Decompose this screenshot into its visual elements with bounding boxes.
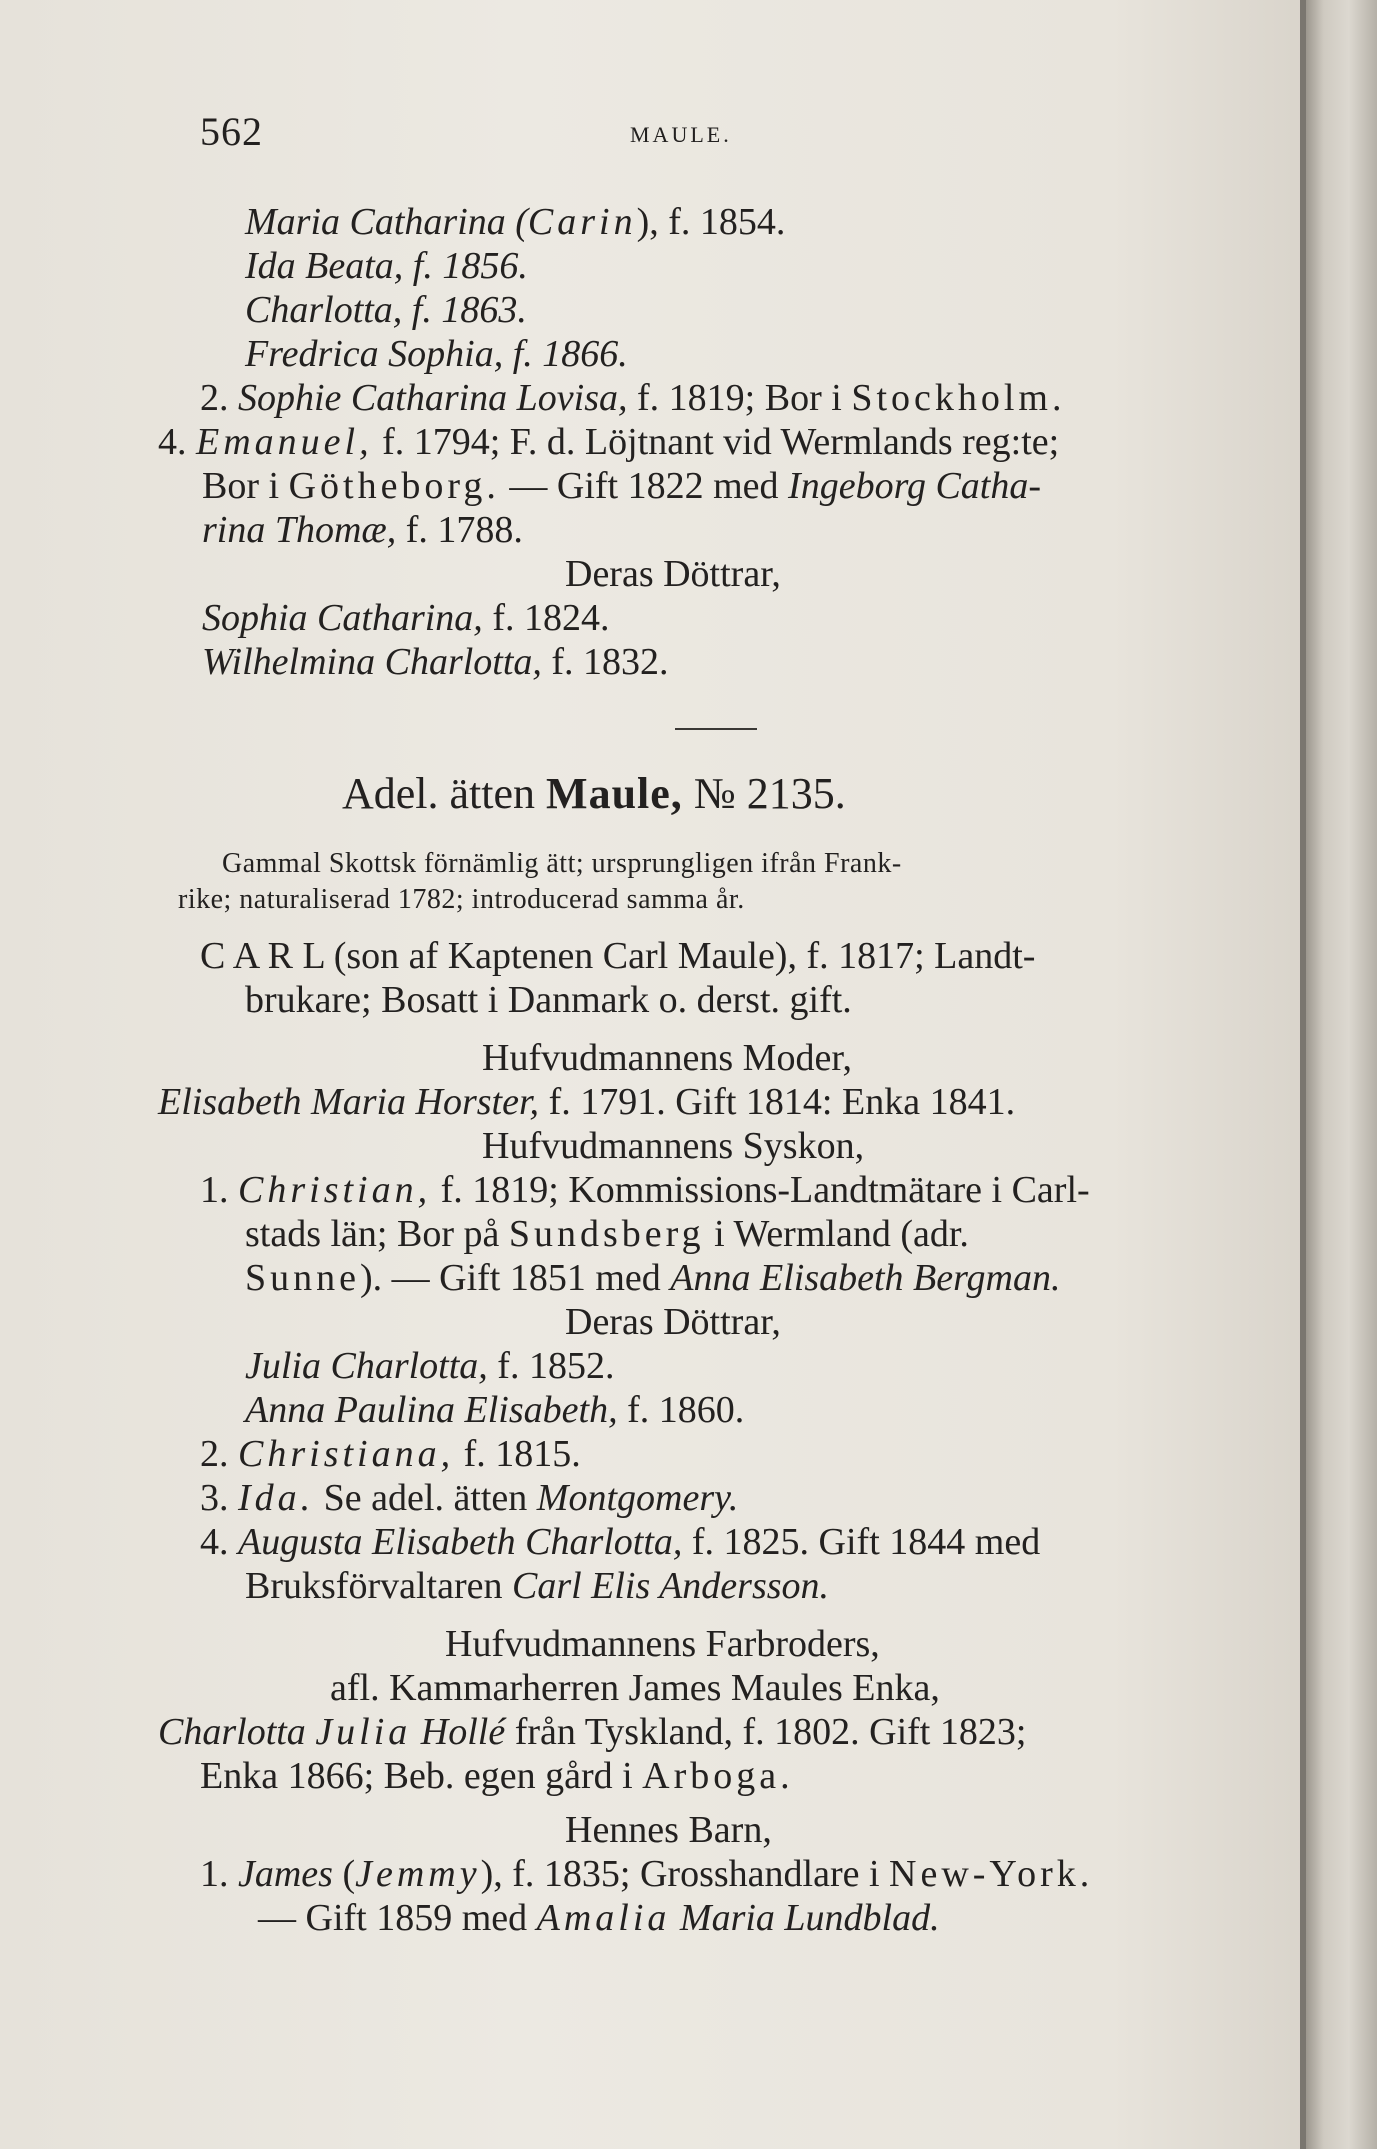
text-line: Elisabeth Maria Horster, f. 1791. Gift 1814: Enka 1841. [158, 1081, 1016, 1123]
text-line: Wilhelmina Charlotta, f. 1832. [202, 641, 669, 683]
running-head: MAULE. [630, 122, 732, 147]
page-number: 562 [200, 109, 263, 154]
text-line: brukare; Bosatt i Danmark o. derst. gift. [245, 979, 852, 1021]
text-line: Hufvudmannens Farbroders, [445, 1623, 880, 1665]
text-line: Bruksförvaltaren Carl Elis Andersson. [245, 1565, 830, 1607]
page-header [200, 108, 1100, 158]
text-line: 3. Ida. Se adel. ätten Montgomery. [200, 1477, 739, 1519]
section-divider [675, 728, 757, 730]
text-line: Deras Döttrar, [565, 1301, 781, 1343]
text-line: Hennes Barn, [565, 1809, 772, 1851]
text-line: Hufvudmannens Syskon, [482, 1125, 865, 1167]
text-line: Enka 1866; Beb. egen gård i Arboga. [200, 1755, 794, 1797]
text-line: 4. Augusta Elisabeth Charlotta, f. 1825. Gift 1844 med [200, 1521, 1041, 1563]
text-line: Maria Catharina (Carin), f. 1854. [245, 201, 786, 243]
section-intro-line: rike; naturaliserad 1782; introducerad samma år. [178, 884, 745, 915]
section-intro-line: Gammal Skottsk förnämlig ätt; ursprungligen ifrån Frank- [222, 848, 902, 879]
text-line: Sunne). — Gift 1851 med Anna Elisabeth Bergman. [245, 1257, 1061, 1299]
text-line: Bor i Götheborg. — Gift 1822 med Ingeborg Catha- [202, 465, 1042, 507]
text-line: 1. James (Jemmy), f. 1835; Grosshandlare i New-York. [200, 1853, 1094, 1895]
text-line: Deras Döttrar, [565, 553, 781, 595]
text-line: Ida Beata, f. 1856. [245, 245, 528, 287]
text-line: Anna Paulina Elisabeth, f. 1860. [245, 1389, 745, 1431]
text-line: Julia Charlotta, f. 1852. [245, 1345, 615, 1387]
text-line: Hufvudmannens Moder, [482, 1037, 852, 1079]
text-line: 2. Christiana, f. 1815. [200, 1433, 581, 1475]
text-line: 1. Christian, f. 1819; Kommissions-Landtmätare i Carl- [200, 1169, 1090, 1211]
text-line: Fredrica Sophia, f. 1866. [245, 333, 628, 375]
text-line: Charlotta Julia Hollé från Tyskland, f. 1802. Gift 1823; [158, 1711, 1027, 1753]
text-line: Sophia Catharina, f. 1824. [202, 597, 610, 639]
text-line: 2. Sophie Catharina Lovisa, f. 1819; Bor i Stockholm. [200, 377, 1066, 419]
text-line: C A R L (son af Kaptenen Carl Maule), f. 1817; Landt- [200, 935, 1036, 977]
section-title: Adel. ätten Maule, № 2135. [342, 769, 846, 818]
text-line: stads län; Bor på Sundsberg i Wermland (adr. [245, 1213, 969, 1255]
text-line: afl. Kammarherren James Maules Enka, [330, 1667, 940, 1709]
text-line: 4. Emanuel, f. 1794; F. d. Löjtnant vid Wermlands reg:te; [158, 421, 1060, 463]
book-gutter [1306, 0, 1377, 2149]
text-line: — Gift 1859 med Amalia Maria Lundblad. [258, 1897, 940, 1939]
text-line: Charlotta, f. 1863. [245, 289, 527, 331]
text-line: rina Thomæ, f. 1788. [202, 509, 523, 551]
